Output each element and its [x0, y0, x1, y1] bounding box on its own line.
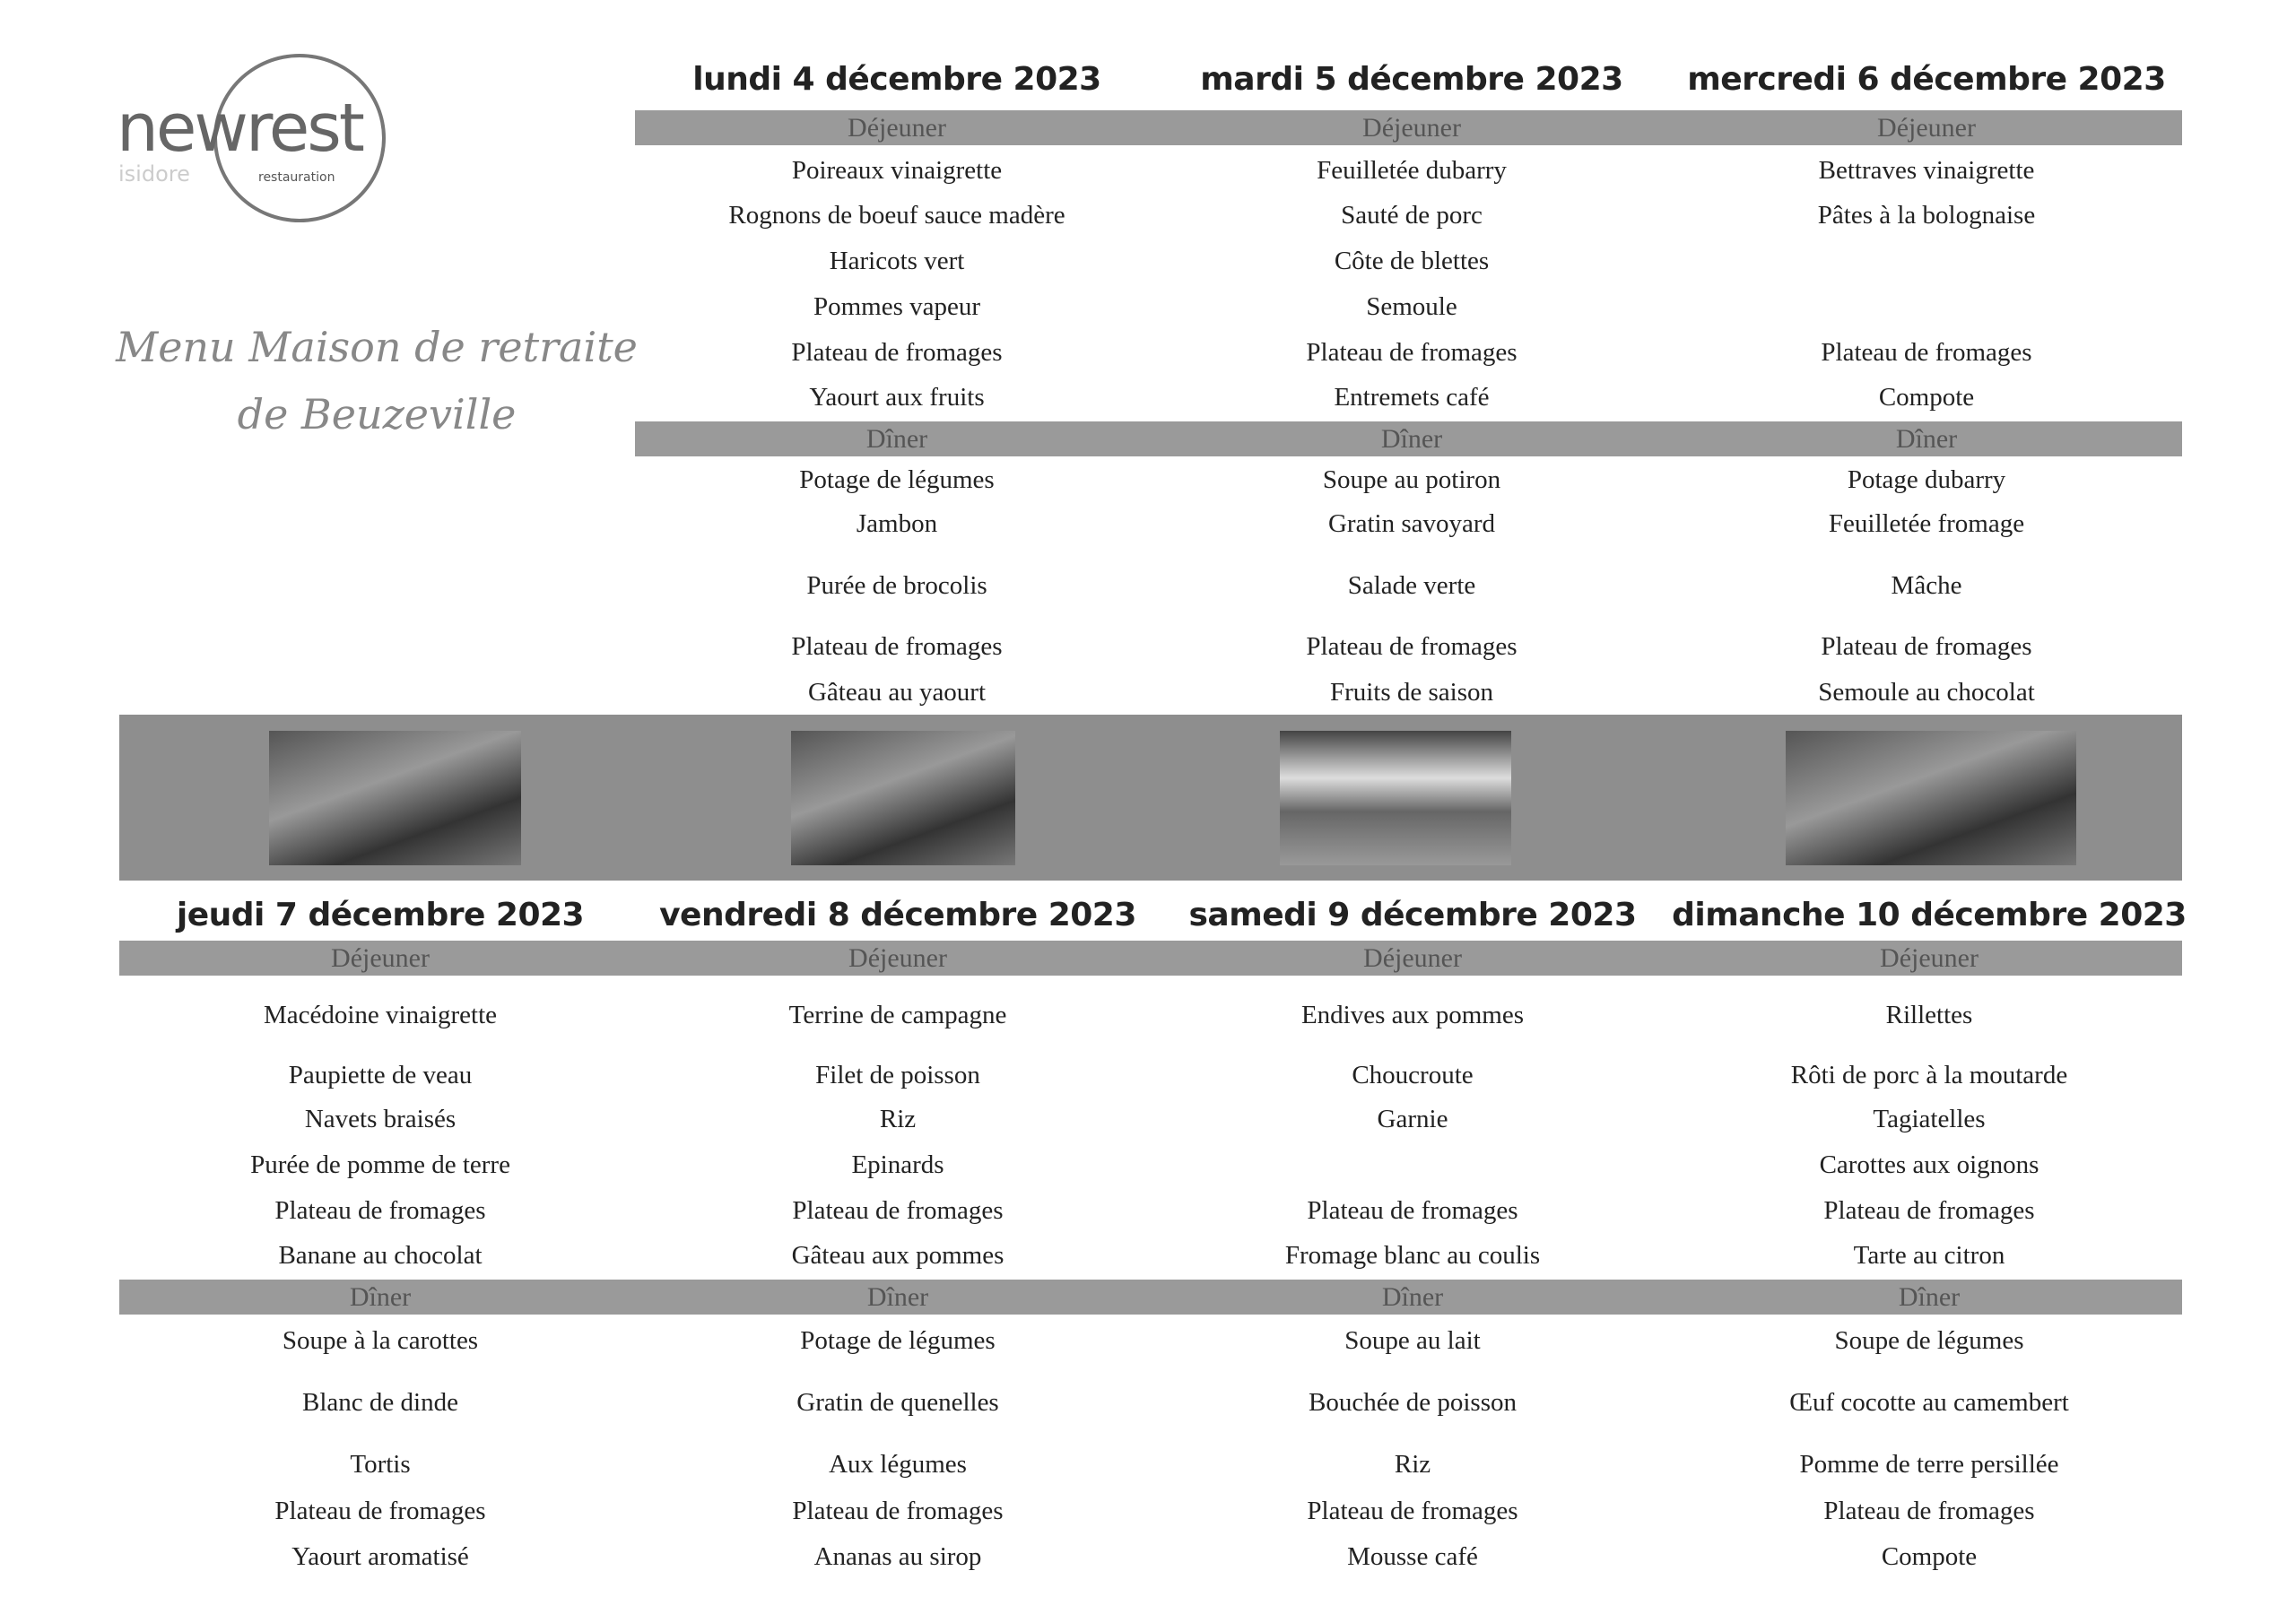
- dinner-item: Aux légumes: [829, 1450, 967, 1479]
- lunch-label: Déjeuner: [1877, 113, 1976, 143]
- dinner-item: Compote: [1881, 1542, 1978, 1571]
- dinner-item: Soupe au potiron: [1322, 465, 1501, 494]
- dinner-item: Mâche: [1891, 571, 1962, 600]
- menu-title-line2: de Beuzeville: [237, 390, 517, 438]
- lunch-item: Bettraves vinaigrette: [1818, 156, 2035, 185]
- lunch-item: Compote: [1878, 383, 1975, 412]
- dinner-item: Blanc de dinde: [302, 1388, 458, 1417]
- lunch-item: Côte de blettes: [1334, 247, 1490, 275]
- lunch-item: Terrine de campagne: [788, 1001, 1007, 1029]
- lunch-item: Pâtes à la bolognaise: [1817, 201, 2036, 230]
- dinner-item: Jambon: [856, 509, 938, 538]
- dinner-item: Plateau de fromages: [792, 1497, 1004, 1525]
- dinner-item: Purée de brocolis: [806, 571, 987, 600]
- dinner-item: Fruits de saison: [1329, 678, 1494, 707]
- dinner-item: Potage dubarry: [1847, 465, 2006, 494]
- lunch-item: Filet de poisson: [815, 1061, 980, 1089]
- lunch-item: Pommes vapeur: [813, 292, 981, 321]
- dinner-item: Potage de légumes: [799, 465, 995, 494]
- lunch-item: Purée de pomme de terre: [250, 1150, 510, 1179]
- dinner-label: Dîner: [1895, 424, 1958, 454]
- dinner-item: Ananas au sirop: [813, 1542, 982, 1571]
- lunch-item: Tagiatelles: [1873, 1105, 1986, 1133]
- dinner-item: Riz: [1394, 1450, 1431, 1479]
- lunch-item: Gâteau aux pommes: [791, 1241, 1004, 1270]
- dinner-item: Soupe au lait: [1344, 1326, 1481, 1355]
- dinner-item: Soupe à la carottes: [282, 1326, 479, 1355]
- lunch-label: Déjeuner: [848, 113, 946, 143]
- photo-sunlit-park: [1280, 731, 1511, 865]
- lunch-item: Poireaux vinaigrette: [791, 156, 1003, 185]
- menu-title-line1: Menu Maison de retraite: [116, 323, 638, 371]
- dinner-item: Plateau de fromages: [274, 1497, 486, 1525]
- dinner-item: Salade verte: [1347, 571, 1476, 600]
- lunch-label: Déjeuner: [1362, 113, 1461, 143]
- day-date: dimanche 10 décembre 2023: [1672, 897, 2187, 933]
- dinner-item: Bouchée de poisson: [1309, 1388, 1517, 1417]
- dinner-item: Plateau de fromages: [1823, 1497, 2035, 1525]
- lunch-label: Déjeuner: [331, 943, 430, 973]
- lunch-item: Choucroute: [1352, 1061, 1474, 1089]
- dinner-item: Œuf cocotte au camembert: [1789, 1388, 2069, 1417]
- logo-sub-right: restauration: [258, 170, 335, 185]
- lunch-item: Banane au chocolat: [278, 1241, 483, 1270]
- logo-sub-left: isidore: [118, 161, 190, 187]
- photo-park-bench: [1786, 731, 2076, 865]
- lunch-item: Paupiette de veau: [288, 1061, 473, 1089]
- dinner-label: Dîner: [866, 1282, 929, 1312]
- lunch-item: Plateau de fromages: [792, 1196, 1004, 1225]
- lunch-item: Riz: [879, 1105, 917, 1133]
- dinner-label: Dîner: [1898, 1282, 1961, 1312]
- dinner-item: Tortis: [350, 1450, 411, 1479]
- dinner-item: Pomme de terre persillée: [1799, 1450, 2059, 1479]
- dinner-item: Gratin de quenelles: [796, 1388, 999, 1417]
- lunch-item: Rôti de porc à la moutarde: [1790, 1061, 2068, 1089]
- dinner-item: Feuilletée fromage: [1828, 509, 2025, 538]
- lunch-item: Plateau de fromages: [1306, 338, 1518, 367]
- lunch-item: Rillettes: [1885, 1001, 1973, 1029]
- dinner-item: Plateau de fromages: [1307, 1497, 1518, 1525]
- lunch-item: Carottes aux oignons: [1819, 1150, 2039, 1179]
- lunch-item: Epinards: [851, 1150, 944, 1179]
- dinner-label: Dîner: [865, 424, 928, 454]
- dinner-item: Potage de légumes: [800, 1326, 996, 1355]
- dinner-item: Semoule au chocolat: [1818, 678, 2035, 707]
- lunch-item: Plateau de fromages: [1821, 338, 2032, 367]
- photo-mushrooms: [269, 731, 521, 865]
- dinner-item: Mousse café: [1347, 1542, 1478, 1571]
- dinner-item: Gâteau au yaourt: [807, 678, 987, 707]
- day-date: lundi 4 décembre 2023: [692, 61, 1101, 98]
- lunch-item: Feuilletée dubarry: [1317, 156, 1507, 185]
- dinner-item: Plateau de fromages: [791, 632, 1003, 661]
- dinner-item: Plateau de fromages: [1306, 632, 1518, 661]
- lunch-item: Plateau de fromages: [274, 1196, 486, 1225]
- lunch-item: Garnie: [1377, 1105, 1448, 1133]
- dinner-label: Dîner: [349, 1282, 412, 1312]
- dinner-label: Dîner: [1380, 424, 1443, 454]
- dinner-item: Soupe de légumes: [1834, 1326, 2024, 1355]
- day-date: samedi 9 décembre 2023: [1188, 897, 1637, 933]
- dinner-label: Dîner: [1381, 1282, 1444, 1312]
- lunch-label: Déjeuner: [1880, 943, 1979, 973]
- day-date: mardi 5 décembre 2023: [1200, 61, 1623, 98]
- lunch-item: Plateau de fromages: [791, 338, 1003, 367]
- dinner-item: Plateau de fromages: [1821, 632, 2032, 661]
- lunch-item: Fromage blanc au coulis: [1284, 1241, 1541, 1270]
- day-date: vendredi 8 décembre 2023: [659, 897, 1136, 933]
- lunch-item: Rognons de boeuf sauce madère: [728, 201, 1065, 230]
- logo: newrest: [117, 90, 362, 167]
- lunch-item: Macédoine vinaigrette: [263, 1001, 498, 1029]
- lunch-item: Sauté de porc: [1341, 201, 1483, 230]
- lunch-label: Déjeuner: [1363, 943, 1462, 973]
- lunch-item: Yaourt aux fruits: [809, 383, 985, 412]
- lunch-item: Endives aux pommes: [1300, 1001, 1525, 1029]
- lunch-item: Entremets café: [1334, 383, 1490, 412]
- lunch-item: Semoule: [1366, 292, 1457, 321]
- lunch-item: Plateau de fromages: [1823, 1196, 2035, 1225]
- dinner-item: Gratin savoyard: [1327, 509, 1496, 538]
- day-date: mercredi 6 décembre 2023: [1687, 61, 2166, 98]
- lunch-item: Plateau de fromages: [1307, 1196, 1518, 1225]
- lunch-item: Navets braisés: [304, 1105, 457, 1133]
- lunch-item: Tarte au citron: [1853, 1241, 2005, 1270]
- dinner-item: Yaourt aromatisé: [291, 1542, 469, 1571]
- photo-tree: [791, 731, 1015, 865]
- day-date: jeudi 7 décembre 2023: [176, 897, 585, 933]
- lunch-label: Déjeuner: [848, 943, 947, 973]
- lunch-item: Haricots vert: [829, 247, 965, 275]
